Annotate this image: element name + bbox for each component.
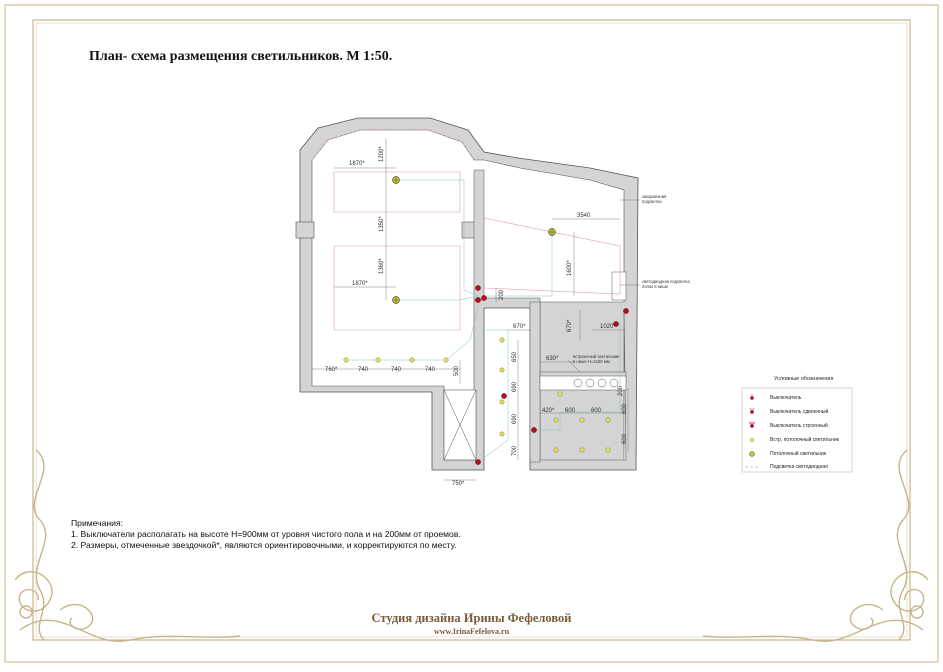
- ceiling-light-icon: [549, 229, 556, 236]
- legend-item-label: Встр. потолочный светильник: [770, 437, 839, 443]
- ceiling-light-icon: [393, 177, 400, 184]
- note-item: 2. Размеры, отмеченные звездочкой*, являются ориентировочными, и корректируются по месту.: [71, 540, 457, 550]
- notes-block: [71, 518, 461, 551]
- annotation-text: в нише Н=2100 мм: [573, 359, 610, 364]
- dim-text: 200: [499, 289, 505, 300]
- dim-text: 1020*: [600, 324, 616, 330]
- corridor-wall: [530, 302, 540, 462]
- niche-shelves: [612, 272, 626, 300]
- studio-name: Студия дизайна Ирины Фефеловой: [371, 611, 572, 625]
- kitchen-counter: [540, 376, 626, 390]
- dim-text: 600: [565, 408, 576, 414]
- annotation-text: полок в нише: [642, 284, 669, 289]
- legend-item-label: Выключатель строенный: [770, 423, 828, 429]
- dim-text: 670*: [513, 324, 526, 330]
- dim-text: 500: [454, 365, 460, 376]
- triple-switch-icon: [749, 421, 755, 428]
- dim-text: 690: [512, 381, 518, 392]
- dim-text: 1350*: [379, 216, 385, 232]
- page-title: План- схема размещения светильников. М 1:50.: [89, 49, 393, 64]
- dim-text: 670*: [567, 319, 573, 332]
- dim-text: 650: [512, 351, 518, 362]
- note-item: 1. Выключатели располагать на высоте Н=900мм от уровня чистого пола и на 200мм от проемов.: [71, 529, 461, 539]
- floor-plan: [296, 118, 638, 470]
- annotation-text: закарнизная: [642, 194, 667, 199]
- window-left: [296, 222, 314, 238]
- dim-text: 690: [512, 413, 518, 424]
- legend-item-label: Выключатель сдвоенный: [770, 409, 829, 415]
- legend-title: Условные обозначения: [774, 376, 834, 382]
- partition-wall: [474, 170, 484, 300]
- dim-text: 1870*: [352, 281, 368, 287]
- dim-text: 3540: [577, 213, 591, 219]
- dim-text: 700: [512, 445, 518, 456]
- dim-text: 600: [622, 403, 628, 414]
- dim-text: 740: [425, 367, 436, 373]
- dim-text: 200: [618, 385, 624, 396]
- annotation-text: встроенный светильник: [573, 354, 620, 359]
- legend-item-label: Подсветка светодиодная: [770, 464, 828, 470]
- dim-text: 1600*: [567, 260, 573, 276]
- ceiling-light-icon: [750, 452, 755, 457]
- annotation-text: подсветка: [642, 199, 662, 204]
- dim-text: 420*: [542, 408, 555, 414]
- double-switch-icon: [750, 408, 754, 414]
- dim-text: 740: [358, 367, 369, 373]
- dim-text: 750*: [452, 481, 465, 487]
- dim-text: 1870*: [349, 161, 365, 167]
- notes-heading: Примечания:: [71, 518, 124, 528]
- annotation-text: светодиодная подсветка: [642, 279, 690, 284]
- dim-text: 600: [591, 408, 602, 414]
- legend-icons: [745, 394, 759, 467]
- legend-item-label: Выключатель: [770, 395, 802, 401]
- dim-text: 1200*: [379, 146, 385, 162]
- dim-text: 760*: [325, 367, 338, 373]
- switch-icon: [750, 394, 754, 400]
- dim-text: 740: [391, 367, 402, 373]
- recessed-light-icon: [750, 438, 754, 442]
- dim-text: 630*: [546, 356, 559, 362]
- dim-text: 1360*: [379, 258, 385, 274]
- dim-text: 600: [622, 433, 628, 444]
- legend-item-label: Потолочный светильник: [770, 451, 827, 457]
- ceiling-light-icon: [393, 297, 400, 304]
- studio-website: www.IrinaFefelova.ru: [433, 627, 510, 636]
